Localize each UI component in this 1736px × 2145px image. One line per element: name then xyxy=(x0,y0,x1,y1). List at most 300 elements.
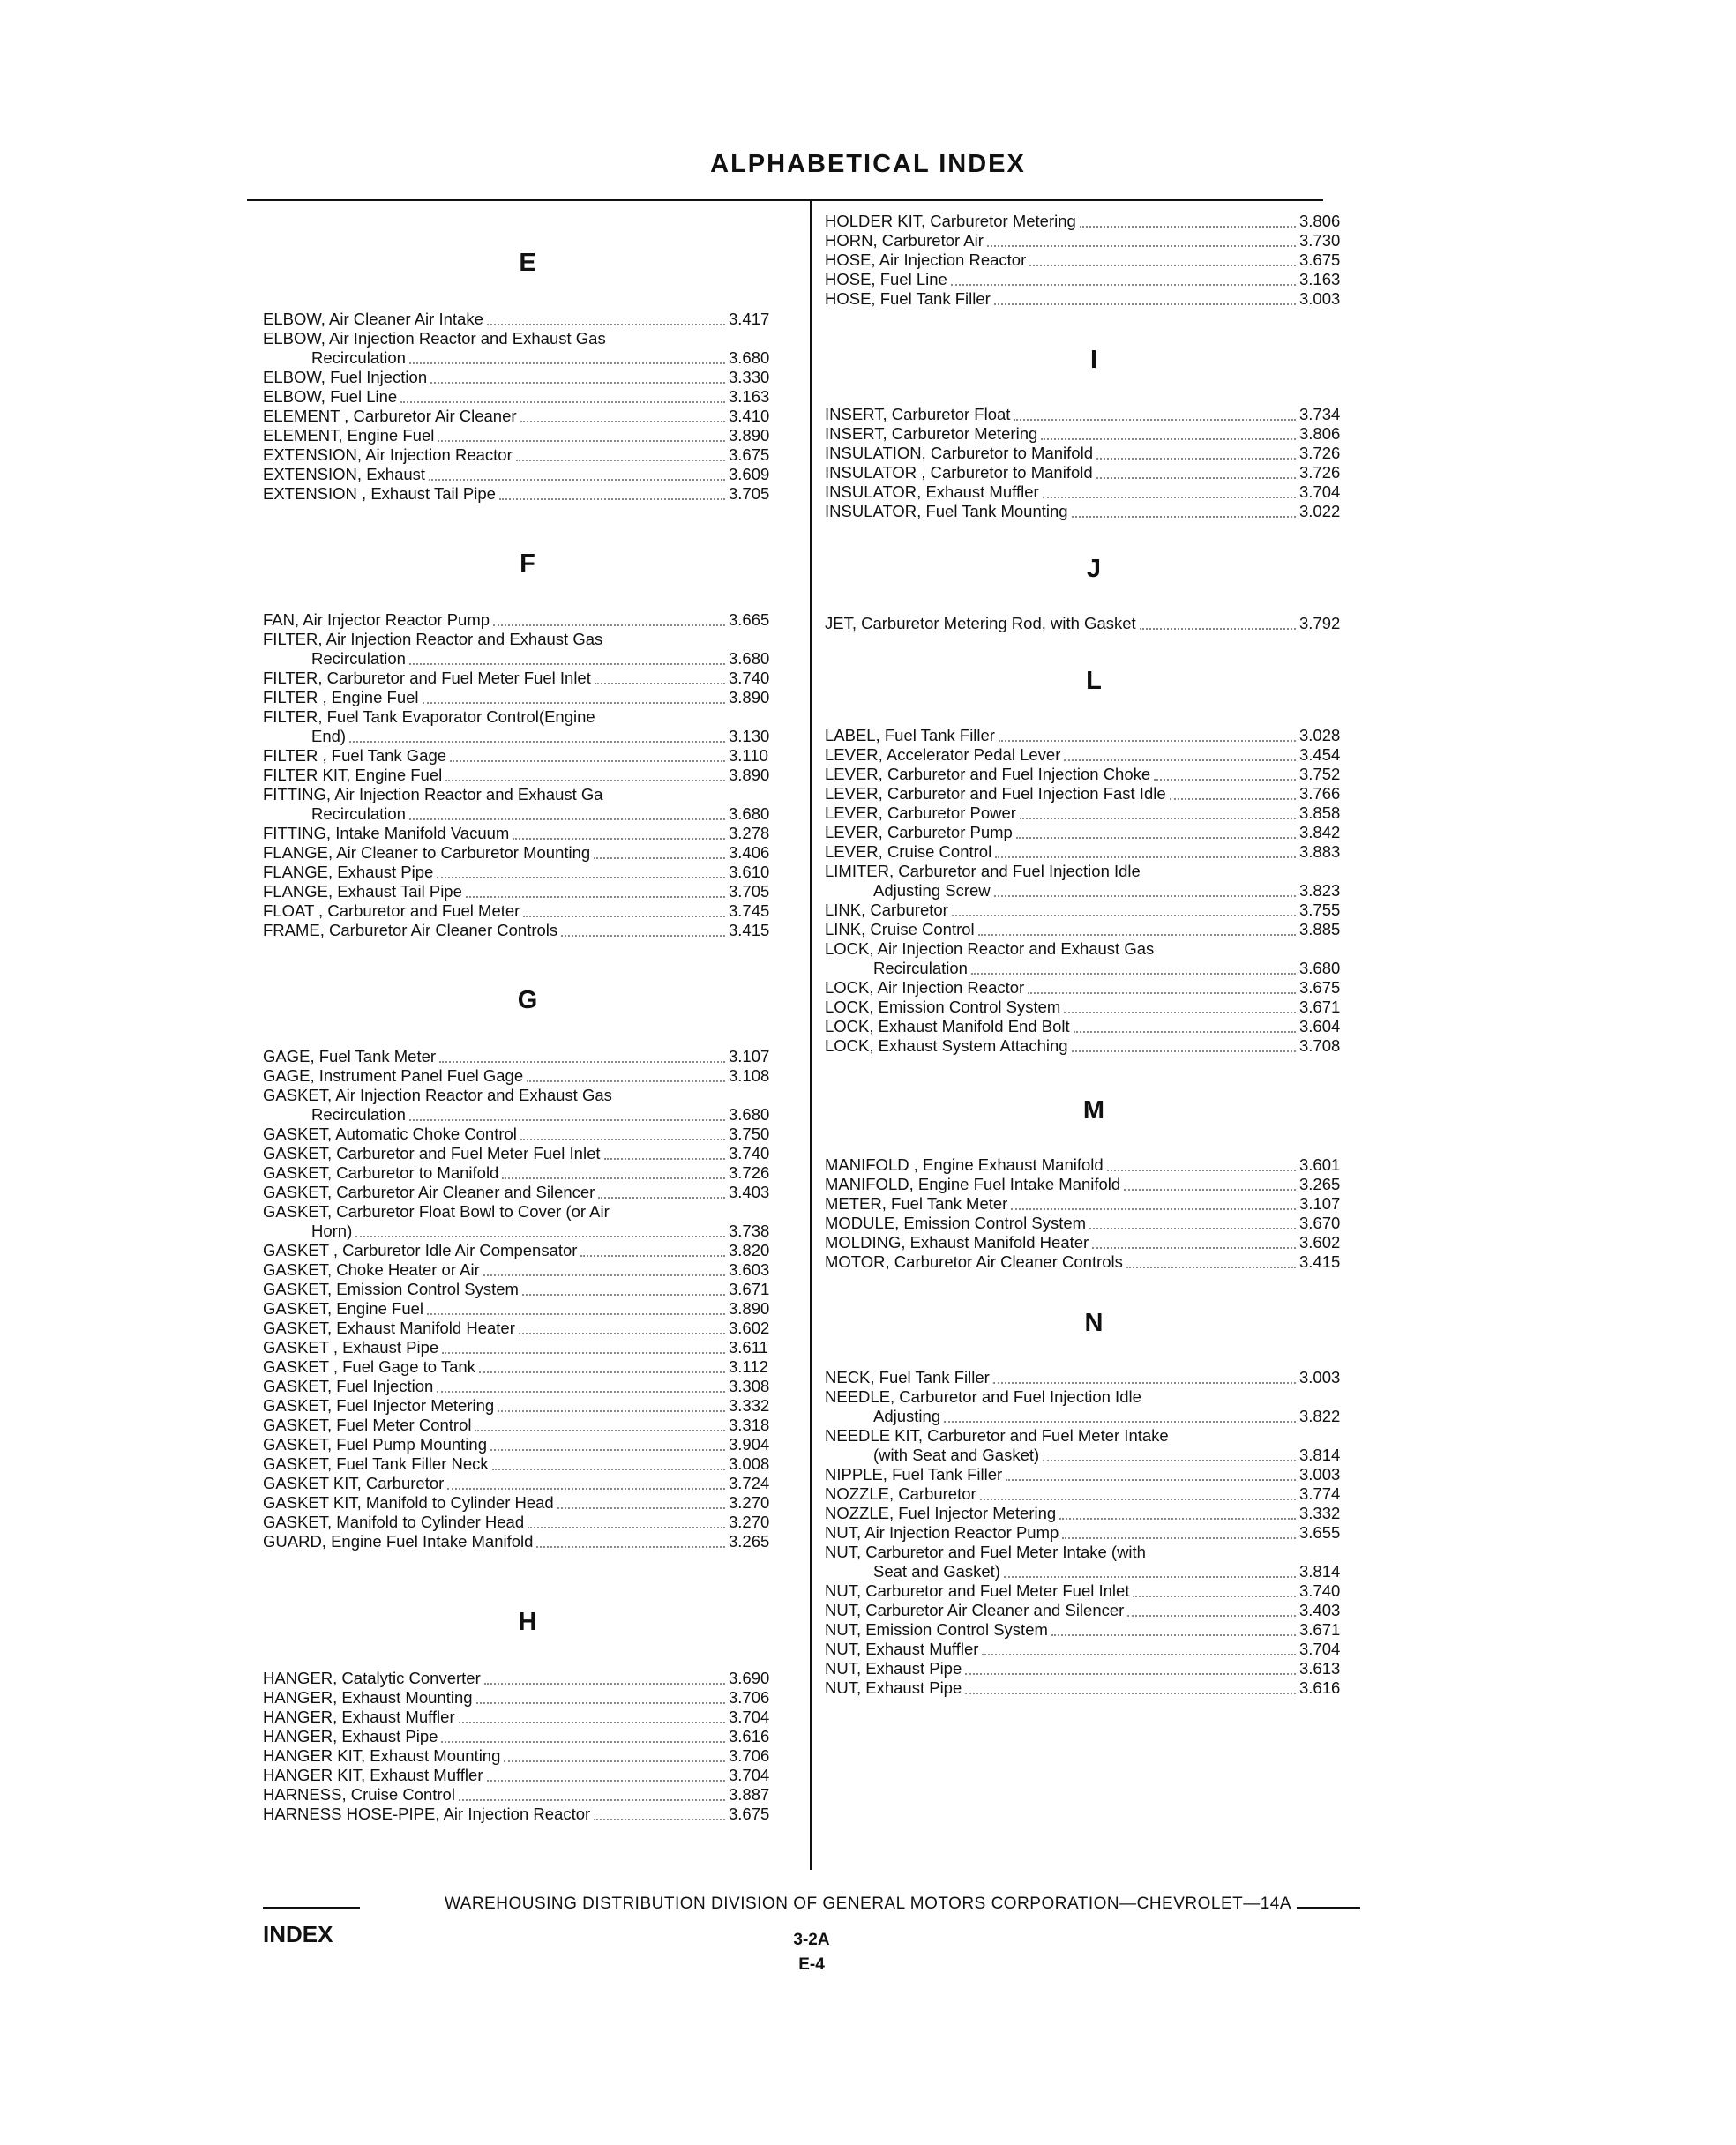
entry-page-number: 3.410 xyxy=(729,407,770,425)
index-entry xyxy=(263,882,792,901)
dot-leader xyxy=(993,1381,1296,1384)
entry-text: FILTER, Air Injection Reactor and Exhaust Gas xyxy=(263,630,603,648)
entry-text: NUT, Exhaust Muffler xyxy=(825,1640,979,1658)
entry-page-number: 3.740 xyxy=(729,669,770,687)
dot-leader xyxy=(492,1468,725,1470)
dot-leader xyxy=(987,244,1296,247)
index-entry xyxy=(263,445,792,465)
index-entry xyxy=(263,1708,792,1727)
footer-page-number xyxy=(776,1928,847,1977)
index-entry xyxy=(263,1338,792,1357)
entry-text: ELBOW, Air Cleaner Air Intake xyxy=(263,310,483,328)
dot-leader xyxy=(355,1235,725,1237)
entry-page-number: 3.611 xyxy=(729,1338,768,1357)
entry-page-number: 3.690 xyxy=(729,1669,770,1687)
entry-text: EXTENSION, Air Injection Reactor xyxy=(263,445,513,464)
index-entry xyxy=(263,1766,792,1785)
index-entry xyxy=(263,1513,792,1532)
entry-text: LOCK, Emission Control System xyxy=(825,998,1061,1016)
entry-text: HANGER KIT, Exhaust Muffler xyxy=(263,1766,483,1784)
index-entry xyxy=(825,1233,1363,1252)
dot-leader xyxy=(523,915,725,917)
entry-page-number: 3.734 xyxy=(1299,405,1341,423)
page-sub-number: E-4 xyxy=(798,1955,825,1974)
dot-leader xyxy=(513,837,725,840)
entry-page-number: 3.704 xyxy=(1299,1640,1341,1658)
entry-text: NUT, Carburetor and Fuel Meter Fuel Inlet xyxy=(825,1581,1130,1600)
dot-leader xyxy=(1140,627,1296,630)
dot-leader xyxy=(409,1118,725,1121)
index-entry xyxy=(825,1214,1363,1233)
entry-text: GAGE, Instrument Panel Fuel Gage xyxy=(263,1066,524,1085)
entry-text: EXTENSION, Exhaust xyxy=(263,465,426,483)
entry-text: LEVER, Carburetor and Fuel Injection Fast Idle xyxy=(825,784,1166,803)
entry-page-number: 3.671 xyxy=(729,1280,770,1298)
entry-text: NUT, Exhaust Pipe xyxy=(825,1678,962,1697)
entry-text: MOLDING, Exhaust Manifold Heater xyxy=(825,1233,1089,1252)
dot-leader xyxy=(527,1080,725,1082)
entry-text: FAN, Air Injector Reactor Pump xyxy=(263,610,490,629)
column-divider xyxy=(810,201,812,1870)
entry-text: NEEDLE, Carburetor and Fuel Injection Idle xyxy=(825,1387,1141,1406)
entry-text: MANIFOLD, Engine Fuel Intake Manifold xyxy=(825,1175,1121,1193)
entry-page-number: 3.706 xyxy=(729,1746,770,1765)
dot-leader xyxy=(1064,1011,1296,1013)
entry-text: NECK, Fuel Tank Filler xyxy=(825,1368,990,1386)
dot-leader xyxy=(580,1254,725,1257)
page-title: ALPHABETICAL INDEX xyxy=(710,150,1026,178)
index-entry xyxy=(263,1222,792,1241)
entry-page-number: 3.806 xyxy=(1299,424,1341,443)
index-column-right xyxy=(825,212,1363,1698)
dot-leader xyxy=(1043,1459,1296,1461)
index-entry xyxy=(825,920,1363,939)
dot-leader xyxy=(1004,1575,1296,1578)
entry-text: ELBOW, Fuel Line xyxy=(263,387,398,406)
index-entry xyxy=(825,1407,1363,1426)
index-entry xyxy=(263,1727,792,1746)
section-letter: F xyxy=(520,549,535,578)
entry-page-number: 3.890 xyxy=(729,688,770,706)
entry-text: HOSE, Air Injection Reactor xyxy=(825,250,1027,269)
entry-text: NUT, Exhaust Pipe xyxy=(825,1659,962,1678)
index-entry xyxy=(263,1280,792,1299)
entry-text: ELBOW, Fuel Injection xyxy=(263,368,428,386)
entry-page-number: 3.755 xyxy=(1299,901,1341,919)
dot-leader xyxy=(427,1312,725,1315)
entry-page-number: 3.278 xyxy=(729,824,770,842)
dot-leader xyxy=(349,740,725,743)
entry-page-number: 3.332 xyxy=(1299,1504,1341,1522)
entry-text: INSULATOR, Exhaust Muffler xyxy=(825,482,1039,501)
dot-leader xyxy=(493,624,725,626)
entry-page-number: 3.704 xyxy=(729,1708,770,1726)
entry-page-number: 3.107 xyxy=(729,1047,770,1065)
entry-page-number: 3.415 xyxy=(729,921,770,939)
entry-text: GASKET, Emission Control System xyxy=(263,1280,519,1298)
entry-text-continued: Horn) xyxy=(311,1222,353,1240)
entry-page-number: 3.330 xyxy=(729,368,770,386)
entry-text: NOZZLE, Fuel Injector Metering xyxy=(825,1504,1057,1522)
index-section xyxy=(825,555,1363,633)
index-entry xyxy=(263,310,792,329)
dot-leader xyxy=(978,933,1296,936)
entry-page-number: 3.890 xyxy=(729,766,770,784)
dot-leader xyxy=(1089,1227,1296,1229)
dot-leader xyxy=(487,323,725,325)
entry-page-number: 3.708 xyxy=(1299,1036,1341,1055)
dot-leader xyxy=(1011,1207,1296,1210)
index-entry xyxy=(263,688,792,707)
section-letter: L xyxy=(1086,667,1102,695)
index-entry xyxy=(825,614,1363,633)
entry-text: GASKET, Exhaust Manifold Heater xyxy=(263,1319,515,1337)
entry-page-number: 3.706 xyxy=(729,1688,770,1707)
dot-leader xyxy=(1006,1478,1296,1481)
index-entry xyxy=(263,465,792,484)
index-section xyxy=(825,667,1363,1056)
dot-leader xyxy=(1096,476,1296,479)
entry-page-number: 3.820 xyxy=(729,1241,770,1259)
dot-leader xyxy=(999,739,1296,742)
entry-page-number: 3.270 xyxy=(729,1493,770,1512)
dot-leader xyxy=(598,1196,725,1199)
entry-page-number: 3.680 xyxy=(729,649,770,668)
entry-text: METER, Fuel Tank Meter xyxy=(825,1194,1008,1213)
index-section xyxy=(825,1096,1363,1272)
index-entry xyxy=(263,727,792,746)
entry-text: HANGER, Exhaust Mounting xyxy=(263,1688,473,1707)
index-entry xyxy=(263,1746,792,1766)
entry-page-number: 3.680 xyxy=(729,348,770,367)
entry-page-number: 3.003 xyxy=(1299,1465,1341,1484)
entry-text: GASKET, Automatic Choke Control xyxy=(263,1125,517,1143)
dot-leader xyxy=(971,972,1296,975)
index-entry xyxy=(825,212,1363,231)
entry-page-number: 3.417 xyxy=(729,310,770,328)
index-entry xyxy=(263,1669,792,1688)
index-entry xyxy=(825,1194,1363,1214)
dot-leader xyxy=(952,914,1296,916)
entry-page-number: 3.003 xyxy=(1299,289,1341,308)
index-entry xyxy=(263,407,792,426)
entry-page-number: 3.724 xyxy=(729,1474,770,1492)
index-entry xyxy=(825,1562,1363,1581)
dot-leader xyxy=(1080,225,1296,228)
entry-text: NUT, Carburetor Air Cleaner and Silencer xyxy=(825,1601,1125,1619)
entry-page-number: 3.616 xyxy=(729,1727,770,1745)
dot-leader xyxy=(1096,457,1296,460)
index-entry-line xyxy=(825,939,1363,959)
index-entry xyxy=(825,289,1363,309)
index-entry xyxy=(263,843,792,863)
dot-leader xyxy=(437,876,725,878)
entry-text: FILTER, Fuel Tank Evaporator Control(Engine xyxy=(263,707,595,726)
index-entry xyxy=(263,649,792,669)
entry-page-number: 3.602 xyxy=(729,1319,770,1337)
index-entry xyxy=(263,1454,792,1474)
entry-page-number: 3.270 xyxy=(729,1513,770,1531)
index-entry xyxy=(825,1504,1363,1523)
dot-leader xyxy=(1127,1614,1296,1617)
dot-leader xyxy=(561,934,725,937)
entry-text: GASKET, Carburetor to Manifold xyxy=(263,1163,499,1182)
entry-text: HANGER, Exhaust Muffler xyxy=(263,1708,455,1726)
entry-page-number: 3.705 xyxy=(729,882,770,901)
entry-text: FLANGE, Exhaust Pipe xyxy=(263,863,434,881)
entry-text: GASKET, Manifold to Cylinder Head xyxy=(263,1513,525,1531)
entry-text: NUT, Air Injection Reactor Pump xyxy=(825,1523,1059,1542)
entry-text: LOCK, Exhaust System Attaching xyxy=(825,1036,1068,1055)
entry-text: HARNESS, Cruise Control xyxy=(263,1785,455,1804)
entry-page-number: 3.814 xyxy=(1299,1446,1341,1464)
index-entry xyxy=(825,1659,1363,1678)
index-entry xyxy=(825,842,1363,862)
entry-text: HANGER, Exhaust Pipe xyxy=(263,1727,438,1745)
index-entry xyxy=(263,1105,792,1125)
entry-text: GASKET, Air Injection Reactor and Exhaust Gas xyxy=(263,1086,612,1104)
dot-leader xyxy=(1041,437,1296,440)
entry-text: FILTER, Carburetor and Fuel Meter Fuel Inlet xyxy=(263,669,591,687)
index-entry-line xyxy=(263,630,792,649)
index-entry xyxy=(263,746,792,766)
dot-leader xyxy=(1124,1188,1296,1191)
entry-page-number: 3.883 xyxy=(1299,842,1341,861)
entry-page-number: 3.806 xyxy=(1299,212,1341,230)
dot-leader xyxy=(1074,1030,1296,1033)
entry-text: HOLDER KIT, Carburetor Metering xyxy=(825,212,1076,230)
index-entry xyxy=(825,1581,1363,1601)
entry-text: FLOAT , Carburetor and Fuel Meter xyxy=(263,901,520,920)
entry-page-number: 3.680 xyxy=(729,804,770,823)
entry-text: INSULATOR, Fuel Tank Mounting xyxy=(825,502,1068,520)
dot-leader xyxy=(1029,264,1296,266)
dot-leader xyxy=(409,362,725,364)
dot-leader xyxy=(1028,991,1296,994)
entry-text: INSULATOR , Carburetor to Manifold xyxy=(825,463,1093,482)
dot-leader xyxy=(447,1487,725,1490)
entry-text: MOTOR, Carburetor Air Cleaner Controls xyxy=(825,1252,1123,1271)
dot-leader xyxy=(439,1060,725,1063)
dot-leader xyxy=(1107,1169,1296,1171)
dot-leader xyxy=(594,1818,725,1820)
dot-leader xyxy=(484,1682,725,1685)
entry-page-number: 3.885 xyxy=(1299,920,1341,938)
index-entry-line xyxy=(263,329,792,348)
index-entry xyxy=(825,1175,1363,1194)
dot-leader xyxy=(502,1177,725,1179)
dot-leader xyxy=(499,497,725,500)
entry-text: FITTING, Intake Manifold Vacuum xyxy=(263,824,510,842)
dot-leader xyxy=(982,1653,1296,1655)
entry-page-number: 3.107 xyxy=(1299,1194,1341,1213)
entry-page-number: 3.750 xyxy=(729,1125,770,1143)
entry-text: FRAME, Carburetor Air Cleaner Controls xyxy=(263,921,558,939)
section-letter: N xyxy=(1084,1309,1104,1337)
dot-leader xyxy=(450,759,725,762)
dot-leader xyxy=(479,1371,725,1373)
entry-page-number: 3.028 xyxy=(1299,726,1341,744)
dot-leader xyxy=(409,662,725,665)
index-section xyxy=(263,986,792,1551)
section-letter: H xyxy=(518,1608,537,1636)
dot-leader xyxy=(994,894,1296,897)
index-entry xyxy=(825,482,1363,502)
entry-page-number: 3.003 xyxy=(1299,1368,1341,1386)
dot-leader xyxy=(1043,496,1296,498)
index-entry xyxy=(825,784,1363,803)
entry-text: HANGER KIT, Exhaust Mounting xyxy=(263,1746,501,1765)
entry-text: GASKET , Carburetor Idle Air Compensator xyxy=(263,1241,578,1259)
entry-text: FILTER , Fuel Tank Gage xyxy=(263,746,447,765)
index-entry xyxy=(825,250,1363,270)
entry-page-number: 3.601 xyxy=(1299,1155,1341,1174)
index-entry xyxy=(263,921,792,940)
entry-text-continued: Recirculation xyxy=(873,959,968,977)
index-entry xyxy=(263,368,792,387)
index-entry xyxy=(263,1299,792,1319)
dot-leader xyxy=(1154,778,1296,781)
entry-page-number: 3.823 xyxy=(1299,881,1341,900)
dot-leader xyxy=(604,1157,725,1160)
entry-text: GASKET, Fuel Injector Metering xyxy=(263,1396,495,1415)
entry-page-number: 3.842 xyxy=(1299,823,1341,841)
index-entry xyxy=(825,1155,1363,1175)
entry-page-number: 3.745 xyxy=(729,901,770,920)
entry-text: LEVER, Carburetor Pump xyxy=(825,823,1013,841)
index-entry xyxy=(825,502,1363,521)
entry-text-continued: Recirculation xyxy=(311,1105,406,1124)
dot-leader xyxy=(519,1332,725,1334)
index-entry xyxy=(825,270,1363,289)
entry-page-number: 3.265 xyxy=(729,1532,770,1551)
entry-page-number: 3.603 xyxy=(729,1260,770,1279)
index-entry-line xyxy=(825,1543,1363,1562)
index-entry xyxy=(263,1377,792,1396)
entry-page-number: 3.403 xyxy=(729,1183,770,1201)
entry-page-number: 3.318 xyxy=(729,1416,770,1434)
entry-page-number: 3.680 xyxy=(1299,959,1341,977)
entry-page-number: 3.890 xyxy=(729,1299,770,1318)
index-entry xyxy=(825,1446,1363,1465)
index-entry-line xyxy=(825,1426,1363,1446)
entry-page-number: 3.904 xyxy=(729,1435,770,1454)
dot-leader xyxy=(994,303,1296,305)
dot-leader xyxy=(951,283,1296,286)
section-letter: J xyxy=(1086,555,1102,583)
entry-page-number: 3.454 xyxy=(1299,745,1341,764)
entry-text: GASKET, Carburetor Float Bowl to Cover (or Air xyxy=(263,1202,610,1221)
dot-leader xyxy=(965,1692,1296,1694)
entry-text: GAGE, Fuel Tank Meter xyxy=(263,1047,437,1065)
dot-leader xyxy=(438,439,725,442)
index-entry-line xyxy=(263,707,792,727)
dot-leader xyxy=(498,1409,725,1412)
entry-text: GASKET, Fuel Meter Control xyxy=(263,1416,472,1434)
index-entry xyxy=(825,405,1363,424)
entry-page-number: 3.890 xyxy=(729,426,770,445)
entry-page-number: 3.675 xyxy=(1299,978,1341,997)
index-entry xyxy=(825,901,1363,920)
index-entry-line xyxy=(825,862,1363,881)
entry-text: LOCK, Air Injection Reactor xyxy=(825,978,1025,997)
dot-leader xyxy=(1064,759,1296,761)
dot-leader xyxy=(437,1390,725,1393)
entry-page-number: 3.675 xyxy=(729,445,770,464)
index-entry xyxy=(263,1319,792,1338)
page-number: 3-2A xyxy=(793,1931,830,1949)
entry-text: NEEDLE KIT, Carburetor and Fuel Meter Intake xyxy=(825,1426,1169,1445)
entry-page-number: 3.403 xyxy=(1299,1601,1341,1619)
entry-text: LOCK, Exhaust Manifold End Bolt xyxy=(825,1017,1070,1035)
entry-text: JET, Carburetor Metering Rod, with Gasket xyxy=(825,614,1136,632)
top-rule xyxy=(247,199,1323,201)
entry-text: NOZZLE, Carburetor xyxy=(825,1484,976,1503)
section-letter: E xyxy=(519,249,536,277)
index-section xyxy=(825,346,1363,521)
entry-text: HOSE, Fuel Line xyxy=(825,270,947,288)
dot-leader xyxy=(1072,1050,1296,1052)
index-entry xyxy=(825,881,1363,901)
entry-text: ELEMENT, Engine Fuel xyxy=(263,426,435,445)
entry-text: LEVER, Carburetor Power xyxy=(825,803,1016,822)
entry-page-number: 3.332 xyxy=(729,1396,770,1415)
dot-leader xyxy=(944,1420,1296,1423)
dot-leader xyxy=(1062,1536,1296,1539)
dot-leader xyxy=(522,1293,725,1296)
index-entry xyxy=(825,1017,1363,1036)
index-entry xyxy=(263,610,792,630)
entry-text: GASKET, Carburetor and Fuel Meter Fuel Inlet xyxy=(263,1144,601,1162)
dot-leader xyxy=(409,818,725,820)
entry-page-number: 3.887 xyxy=(729,1785,770,1804)
entry-text-continued: Recirculation xyxy=(311,804,406,823)
dot-leader xyxy=(1059,1517,1296,1520)
entry-page-number: 3.858 xyxy=(1299,803,1341,822)
index-section xyxy=(825,1309,1363,1698)
entry-text: HARNESS HOSE-PIPE, Air Injection Reactor xyxy=(263,1805,591,1823)
dot-leader xyxy=(1170,797,1296,800)
entry-page-number: 3.610 xyxy=(729,863,770,881)
entry-page-number: 3.671 xyxy=(1299,998,1341,1016)
index-entry xyxy=(825,231,1363,250)
index-entry xyxy=(263,863,792,882)
entry-page-number: 3.108 xyxy=(729,1066,770,1085)
dot-leader xyxy=(1020,817,1296,819)
entry-page-number: 3.705 xyxy=(729,484,770,503)
entry-text: INSERT, Carburetor Float xyxy=(825,405,1011,423)
entry-text-continued: (with Seat and Gasket) xyxy=(873,1446,1040,1464)
entry-page-number: 3.163 xyxy=(729,387,770,406)
entry-text: NUT, Carburetor and Fuel Meter Intake (with xyxy=(825,1543,1146,1561)
entry-page-number: 3.604 xyxy=(1299,1017,1341,1035)
entry-page-number: 3.680 xyxy=(729,1105,770,1124)
entry-page-number: 3.613 xyxy=(1299,1659,1341,1678)
dot-leader xyxy=(980,1498,1296,1500)
entry-page-number: 3.704 xyxy=(1299,482,1341,501)
entry-page-number: 3.265 xyxy=(1299,1175,1341,1193)
dot-leader xyxy=(504,1760,725,1762)
index-entry xyxy=(263,1260,792,1280)
index-entry xyxy=(825,823,1363,842)
dot-leader xyxy=(490,1448,725,1451)
entry-page-number: 3.671 xyxy=(1299,1620,1341,1639)
entry-text: LIMITER, Carburetor and Fuel Injection Idle xyxy=(825,862,1141,880)
entry-text: LABEL, Fuel Tank Filler xyxy=(825,726,995,744)
entry-text: NIPPLE, Fuel Tank Filler xyxy=(825,1465,1003,1484)
index-entry xyxy=(263,669,792,688)
entry-page-number: 3.730 xyxy=(1299,231,1341,250)
